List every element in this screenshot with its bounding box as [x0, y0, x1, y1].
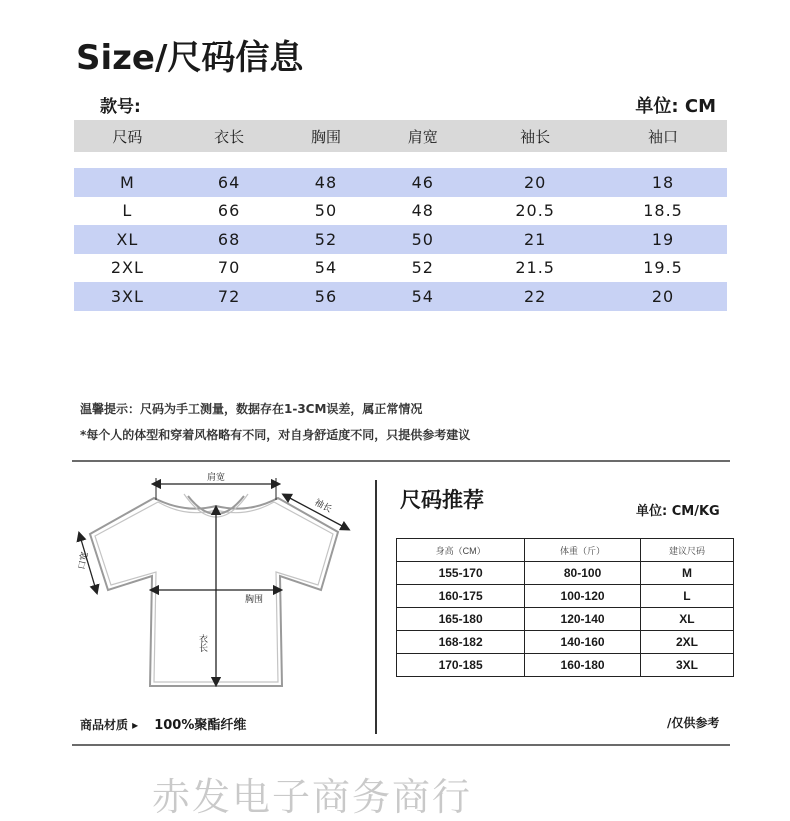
header-height: 身高（CM）: [397, 539, 525, 562]
cell: 70: [217, 258, 241, 278]
cell: L: [122, 201, 133, 221]
table-row: [397, 654, 734, 677]
cell: 22: [523, 286, 547, 306]
header-shoulder: 肩宽: [374, 120, 471, 152]
table-row: [74, 225, 727, 254]
length-label: 衣长: [197, 634, 207, 652]
header-length: 衣长: [181, 120, 278, 152]
header-size: 尺码: [74, 120, 181, 152]
tshirt-diagram: [76, 466, 366, 698]
cell: 100-120: [525, 585, 641, 608]
divider-top: [72, 460, 730, 462]
cell: 80-100: [525, 562, 641, 585]
cell: 21.5: [515, 258, 555, 278]
cell: XL: [640, 608, 733, 631]
divider-vertical: [375, 480, 377, 734]
cell: 3XL: [110, 286, 144, 306]
unit-label: 单位: CM: [635, 96, 716, 117]
table-row: [397, 631, 734, 654]
shoulder-label: 肩宽: [206, 473, 226, 483]
cell: XL: [116, 229, 139, 249]
header-weight: 体重（斤）: [525, 539, 641, 562]
cell: 160-180: [525, 654, 641, 677]
cell: 3XL: [640, 654, 733, 677]
chest-label: 胸围: [244, 595, 264, 605]
cell: 50: [314, 201, 338, 221]
cuff-label: 口宽: [77, 550, 91, 571]
cell: 18.5: [643, 201, 683, 221]
table-row: [74, 282, 727, 311]
recommend-table: [396, 538, 734, 677]
cell: 46: [411, 172, 434, 192]
cell: 18: [651, 172, 675, 192]
header-sleeve: 袖长: [471, 120, 599, 152]
cell: 19: [651, 229, 675, 249]
material-info: [80, 714, 246, 733]
cell: 165-180: [397, 608, 525, 631]
cell: 54: [411, 286, 434, 306]
cell: 20: [523, 172, 547, 192]
recommend-unit: 单位: CM/KG: [636, 504, 720, 519]
table-row: [74, 254, 727, 283]
table-row: [397, 608, 734, 631]
store-watermark: 赤发电子商务商行: [152, 775, 473, 819]
page-title: Size/尺码信息: [76, 38, 304, 78]
sleeve-label: 袖长: [312, 497, 334, 516]
cell: M: [640, 562, 733, 585]
cell: 155-170: [397, 562, 525, 585]
cell: 21: [523, 229, 547, 249]
cell: 2XL: [110, 258, 144, 278]
reference-note: /仅供参考: [667, 716, 720, 730]
cell: 48: [411, 201, 434, 221]
table-row: [74, 197, 727, 226]
header-cuff: 袖口: [599, 120, 727, 152]
cell: 68: [217, 229, 241, 249]
cell: 72: [217, 286, 241, 306]
cell: 50: [411, 229, 434, 249]
cell: 168-182: [397, 631, 525, 654]
size-table-header-row: [74, 120, 727, 152]
cell: 66: [217, 201, 241, 221]
table-row: [397, 562, 734, 585]
cell: 48: [314, 172, 338, 192]
material-label: 商品材质 ▸: [80, 718, 139, 732]
cell: L: [640, 585, 733, 608]
header-chest: 胸围: [278, 120, 375, 152]
cell: 170-185: [397, 654, 525, 677]
cell: M: [119, 172, 135, 192]
cell: 160-175: [397, 585, 525, 608]
cell: 56: [314, 286, 338, 306]
size-table: [74, 120, 727, 311]
table-row: [74, 168, 727, 197]
recommend-title: 尺码推荐: [400, 488, 484, 512]
cell: 19.5: [643, 258, 683, 278]
fit-note: *每个人的体型和穿着风格略有不同，对自身舒适度不同，只提供参考建议: [80, 428, 471, 442]
cell: 54: [314, 258, 338, 278]
style-number-label: 款号:: [100, 97, 141, 117]
cell: 20.5: [515, 201, 555, 221]
table-row: [397, 585, 734, 608]
material-value: 100%聚酯纤维: [154, 718, 247, 733]
divider-bottom: [72, 744, 730, 746]
measurement-note: 温馨提示：尺码为手工测量，数据存在1-3CM误差，属正常情况: [80, 402, 423, 416]
header-suggested-size: 建议尺码: [640, 539, 733, 562]
cell: 64: [217, 172, 241, 192]
recommend-header-row: [397, 539, 734, 562]
cell: 2XL: [640, 631, 733, 654]
cell: 20: [651, 286, 675, 306]
cell: 52: [314, 229, 338, 249]
cell: 140-160: [525, 631, 641, 654]
cell: 120-140: [525, 608, 641, 631]
cell: 52: [411, 258, 434, 278]
